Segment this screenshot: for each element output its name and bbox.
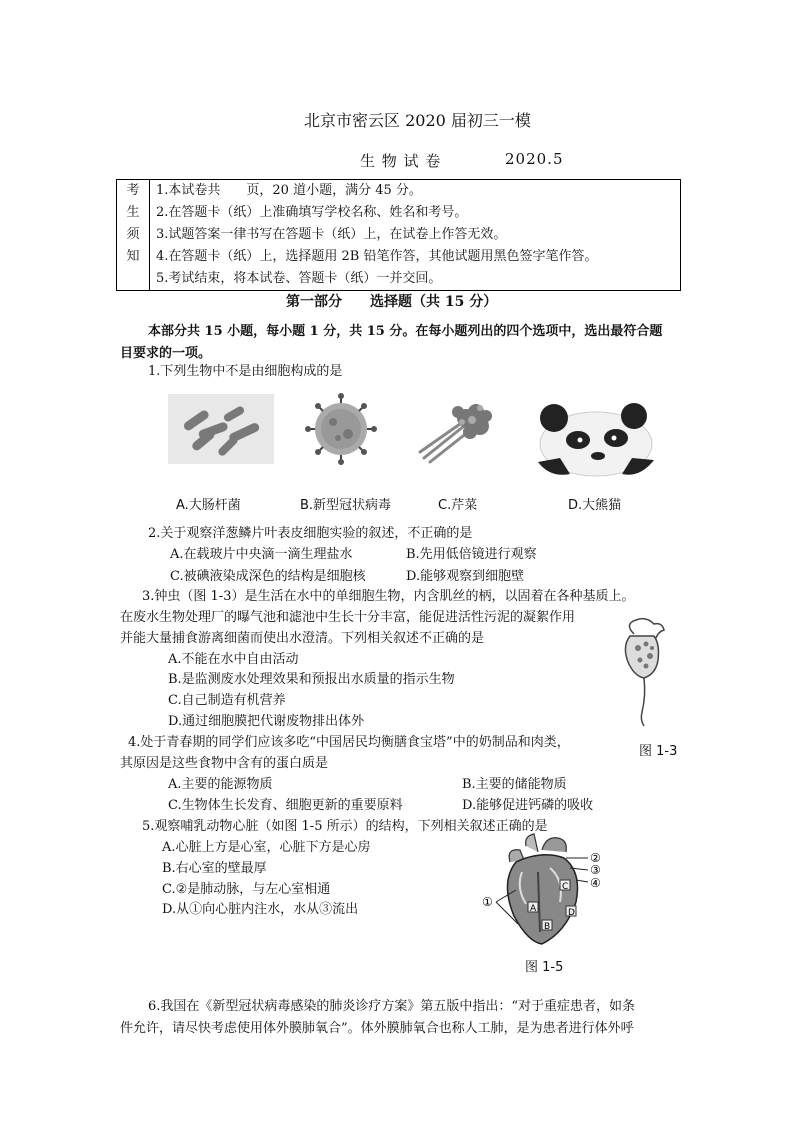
panda-image <box>530 398 660 478</box>
q3-stem-line3: 并能大量捕食游离细菌而使出水澄清。下列相关叙述不正确的是 <box>120 631 485 646</box>
q3-stem-line1: 3.钟虫（图 1-3）是生活在水中的单细胞生物，内含肌丝的柄，以固着在各种基质上。 <box>142 589 635 604</box>
notice-item: 3.试题答案一律书写在答题卡（纸）上，在试卷上作答无效。 <box>156 227 507 242</box>
q2-stem: 2.关于观察洋葱鳞片叶表皮细胞实验的叙述，不正确的是 <box>148 526 473 541</box>
notice-items <box>150 180 681 291</box>
notice-item: 1.本试卷共 页，20 道小题，满分 45 分。 <box>156 183 422 198</box>
heart-label-1: ① <box>482 895 493 909</box>
fig-1-3-caption: 图 1-3 <box>639 744 678 759</box>
chamber-label-b: B <box>544 922 551 932</box>
q5-option-a: A.心脏上方是心室，心脏下方是心房 <box>162 840 371 855</box>
chamber-label-d: D <box>568 908 575 918</box>
q2-option-a: A.在载玻片中央滴一滴生理盐水 <box>170 547 353 562</box>
q1-option-c: C.芹菜 <box>438 498 478 513</box>
chamber-label-c: C <box>562 882 569 892</box>
chamber-label-a: A <box>530 904 537 914</box>
celery-image <box>414 396 500 466</box>
notice-item: 4.在答题卡（纸）上，选择题用 2B 铅笔作答，其他试题用黑色签字笔作答。 <box>156 249 598 264</box>
q5-option-b: B.右心室的壁最厚 <box>162 861 267 876</box>
q1-option-a: A.大肠杆菌 <box>176 498 241 513</box>
bacteria-image <box>168 394 274 464</box>
q2-option-c: C.被碘液染成深色的结构是细胞核 <box>170 569 366 584</box>
q3-option-c: C.自己制造有机营养 <box>168 693 286 708</box>
notice-table <box>116 179 681 291</box>
notice-label <box>117 180 150 291</box>
q6-stem-line1: 6.我国在《新型冠状病毒感染的肺炎诊疗方案》第五版中指出：“对于重症患者，如条 <box>148 999 636 1014</box>
fig-1-5-caption: 图 1-5 <box>525 960 564 975</box>
q4-stem-line1: 4.处于青春期的同学们应该多吃“中国居民均衡膳食宝塔”中的奶制品和肉类， <box>128 735 570 750</box>
vorticella-figure <box>614 616 670 728</box>
exam-date: 2020.5 <box>505 150 564 168</box>
coronavirus-image <box>300 392 382 466</box>
part1-intro-line2: 目要求的一项。 <box>120 346 212 361</box>
q1-stem: 1.下列生物中不是由细胞构成的是 <box>148 364 343 379</box>
q5-option-d: D.从①向心脏内注水，水从③流出 <box>162 902 359 917</box>
heart-label-3: ③ <box>590 863 601 877</box>
notice-item: 2.在答题卡（纸）上准确填写学校名称、姓名和考号。 <box>156 205 468 220</box>
q3-option-a: A.不能在水中自由活动 <box>168 652 299 667</box>
q1-option-b: B.新型冠状病毒 <box>300 498 392 513</box>
heart-label-2: ② <box>590 851 601 865</box>
q4-stem-line2: 其原因是这些食物中含有的蛋白质是 <box>120 756 329 771</box>
notice-item: 5.考试结束，将本试卷、答题卡（纸）一并交回。 <box>156 271 442 286</box>
notice-label-char: 生 <box>126 205 140 220</box>
q4-option-d: D.能够促进钙磷的吸收 <box>462 798 594 813</box>
q6-stem-line2: 件允许，请尽快考虑使用体外膜肺氧合”。体外膜肺氧合也称人工肺，是为患者进行体外呼 <box>120 1021 634 1036</box>
heart-figure <box>480 832 610 948</box>
q4-option-c: C.生物体生长发育、细胞更新的重要原料 <box>168 798 403 813</box>
notice-label-char: 知 <box>126 249 140 264</box>
notice-label-char: 须 <box>126 227 140 242</box>
q4-option-a: A.主要的能源物质 <box>168 777 273 792</box>
q3-option-b: B.是监测废水处理效果和预报出水质量的指示生物 <box>168 672 455 687</box>
notice-label-char: 考 <box>126 183 140 198</box>
q3-option-d: D.通过细胞膜把代谢废物排出体外 <box>168 714 365 729</box>
q3-stem-line2: 在废水生物处理厂的曝气池和滤池中生长十分丰富，能促进活性污泥的凝絮作用 <box>120 610 576 625</box>
part1-heading: 第一部分 选择题（共 15 分） <box>286 294 498 310</box>
q2-option-d: D.能够观察到细胞壁 <box>406 569 525 584</box>
q4-option-b: B.主要的储能物质 <box>462 777 567 792</box>
exam-title: 北京市密云区 2020 届初三一模 <box>304 111 531 130</box>
heart-label-4: ④ <box>590 876 601 890</box>
subject-title: 生 物 试 卷 <box>360 152 442 170</box>
q5-option-c: C.②是肺动脉，与左心室相通 <box>162 882 331 897</box>
q2-option-b: B.先用低倍镜进行观察 <box>406 547 537 562</box>
part1-intro-line1: 本部分共 15 小题，每小题 1 分，共 15 分。在每小题列出的四个选项中，选出最符合题 <box>148 324 663 339</box>
q5-stem: 5.观察哺乳动物心脏（如图 1-5 所示）的结构，下列相关叙述正确的是 <box>142 819 548 834</box>
q1-option-d: D.大熊猫 <box>568 498 622 513</box>
